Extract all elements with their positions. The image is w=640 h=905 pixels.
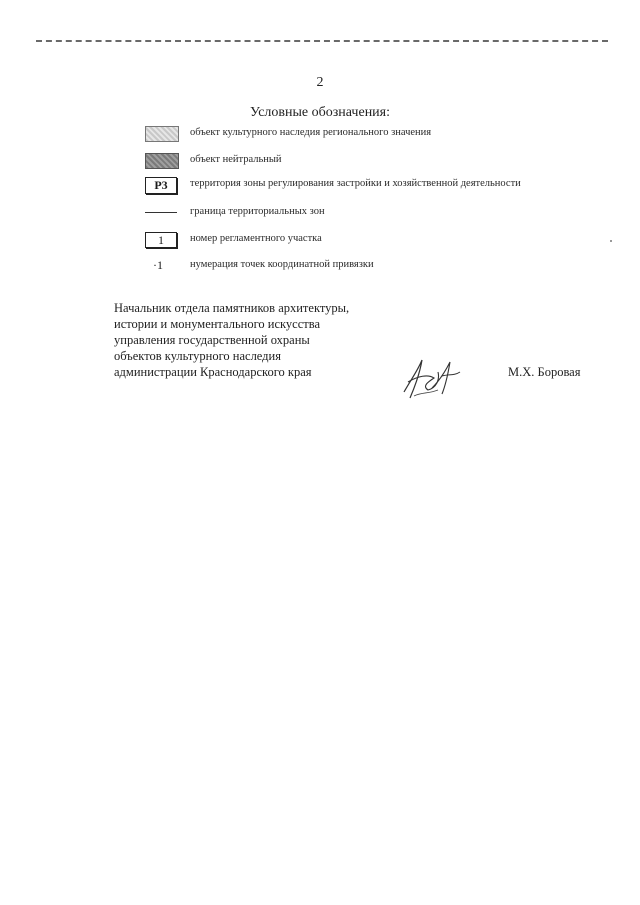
signatory-name: М.Х. Боровая: [508, 365, 581, 379]
regional-heritage-swatch-icon: [145, 126, 179, 142]
legend-item-label: территория зоны регулирования застройки и хозяйственной деятельности: [190, 178, 521, 189]
signatory-position-line: Начальник отдела памятников архитектуры,: [114, 301, 350, 315]
signatory-position-line: истории и монументального искусства: [114, 317, 321, 331]
point-marker: ·1: [153, 258, 163, 272]
legend-item-label: номер регламентного участка: [190, 233, 322, 244]
legend-item-label: объект культурного наследия регионального значения: [190, 127, 432, 138]
handwritten-signature-icon: [398, 352, 468, 402]
signatory-position-line: объектов культурного наследия: [114, 349, 281, 363]
legend-item-label: объект нейтральный: [190, 154, 282, 165]
signatory-position: [114, 300, 349, 380]
page-number: 2: [316, 75, 324, 90]
signatory-position-line: управления государственной охраны: [114, 333, 310, 347]
legend-title: Условные обозначения:: [249, 105, 391, 120]
neutral-object-swatch-icon: [145, 153, 179, 169]
signatory-position-line: администрации Краснодарского края: [114, 365, 312, 379]
scan-top-rule: [36, 40, 608, 42]
zone-code-box: Р3: [145, 177, 177, 194]
plot-number-box: 1: [145, 232, 177, 248]
boundary-line-icon: [145, 212, 177, 213]
legend-item-label: нумерация точек координатной привязки: [190, 259, 374, 270]
legend-item-label: граница территориальных зон: [190, 206, 325, 217]
scan-speck: [610, 240, 612, 242]
